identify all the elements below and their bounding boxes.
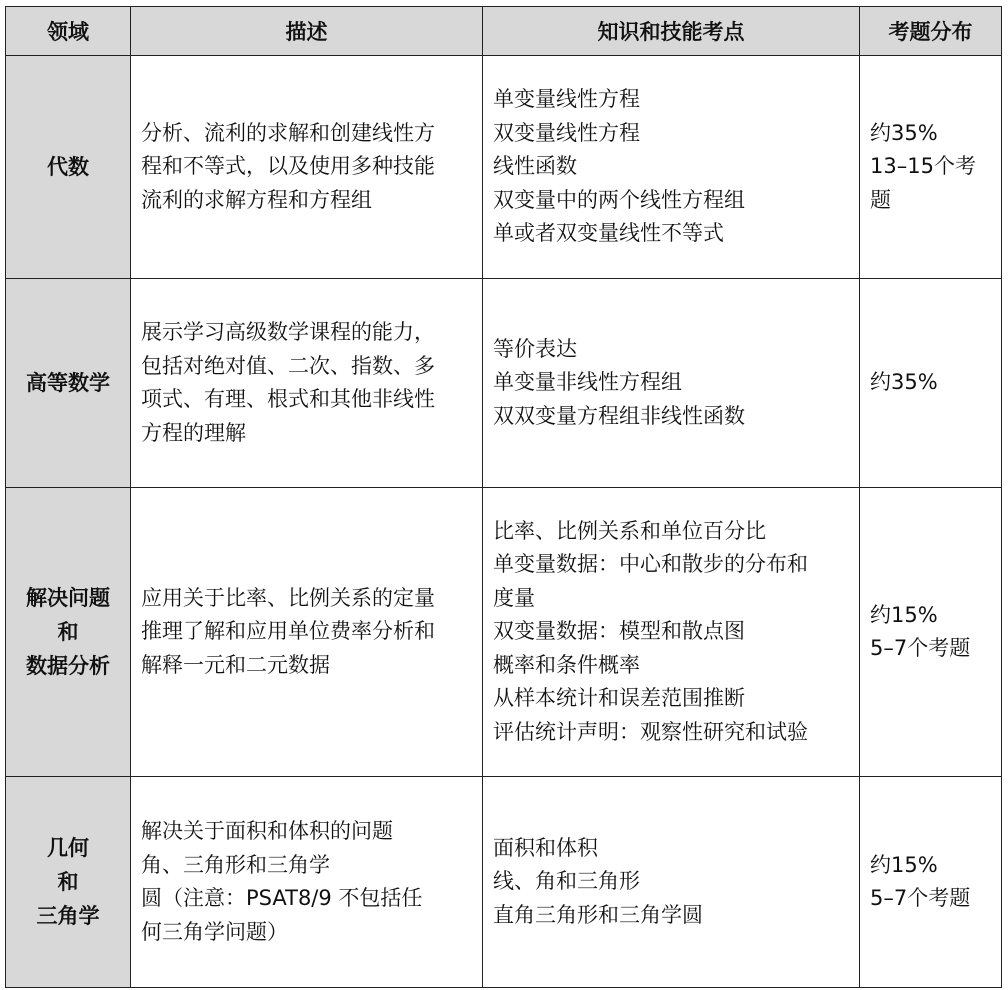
distribution-line: 约15% bbox=[870, 602, 938, 627]
distribution-cell bbox=[860, 279, 1002, 488]
distribution-line: 13–15个考 bbox=[870, 154, 976, 179]
table-row bbox=[6, 777, 1002, 988]
skills-cell bbox=[483, 777, 860, 988]
header-skills: 知识和技能考点 bbox=[483, 7, 860, 56]
skill-item: 双变量数据：模型和散点图 bbox=[493, 619, 745, 644]
domain-label: 高等数学 bbox=[26, 371, 110, 395]
description-line: 解决关于面积和体积的问题 bbox=[141, 819, 393, 843]
header-row bbox=[6, 7, 1002, 56]
skill-item: 线、角和三角形 bbox=[493, 869, 640, 894]
table-row bbox=[6, 488, 1002, 777]
skill-item: 单变量线性方程 bbox=[493, 87, 640, 112]
distribution-line: 题 bbox=[870, 187, 891, 212]
skill-item: 单变量数据：中心和散步的分布和 bbox=[493, 552, 808, 577]
skills-cell bbox=[483, 56, 860, 279]
table-row bbox=[6, 56, 1002, 279]
skill-item: 概率和条件概率 bbox=[493, 652, 640, 677]
skill-item: 线性函数 bbox=[493, 154, 577, 179]
description-line: 项式、有理、根式和其他非线性 bbox=[141, 387, 435, 411]
domain-label: 和 bbox=[57, 870, 79, 894]
description-line: 圆（注意：PSAT8/9 不包括任 bbox=[141, 886, 423, 910]
skill-item: 直角三角形和三角学圆 bbox=[493, 902, 703, 927]
skill-item: 单变量非线性方程组 bbox=[493, 370, 682, 395]
exam-content-table bbox=[5, 6, 1002, 988]
domain-label: 三角学 bbox=[36, 904, 100, 928]
skill-item: 单或者双变量线性不等式 bbox=[493, 221, 724, 246]
description-cell bbox=[131, 488, 483, 777]
distribution-line: 5–7个考题 bbox=[870, 886, 971, 910]
distribution-cell bbox=[860, 56, 1002, 279]
skill-item: 面积和体积 bbox=[493, 835, 598, 860]
skill-item: 比率、比例关系和单位百分比 bbox=[493, 518, 766, 543]
description-line: 分析、流利的求解和创建线性方 bbox=[141, 120, 435, 145]
description-line: 何三角学问题） bbox=[141, 919, 288, 944]
header-distribution: 考题分布 bbox=[860, 7, 1002, 56]
description-cell bbox=[131, 279, 483, 488]
domain-label: 和 bbox=[57, 620, 79, 644]
description-line: 流利的求解方程和方程组 bbox=[141, 187, 372, 212]
header-domain: 领域 bbox=[6, 7, 131, 56]
domain-label: 解决问题 bbox=[26, 586, 110, 610]
description-line: 角、三角形和三角学 bbox=[141, 852, 330, 877]
skill-item: 等价表达 bbox=[493, 336, 577, 361]
skills-cell bbox=[483, 488, 860, 777]
distribution-line: 约15% bbox=[870, 852, 938, 877]
distribution-line: 5–7个考题 bbox=[870, 636, 971, 660]
description-line: 解释一元和二元数据 bbox=[141, 652, 330, 677]
distribution-cell bbox=[860, 488, 1002, 777]
description-line: 方程的理解 bbox=[141, 420, 246, 445]
skill-item: 双双变量方程组非线性函数 bbox=[493, 403, 745, 428]
domain-label: 代数 bbox=[47, 155, 89, 179]
distribution-cell bbox=[860, 777, 1002, 988]
domain-label: 数据分析 bbox=[26, 654, 110, 678]
description-line: 包括对绝对值、二次、指数、多 bbox=[141, 353, 435, 378]
description-cell bbox=[131, 777, 483, 988]
skill-item: 双变量线性方程 bbox=[493, 120, 640, 145]
description-line: 程和不等式，以及使用多种技能 bbox=[141, 154, 435, 179]
description-line: 推理了解和应用单位费率分析和 bbox=[141, 619, 435, 644]
skill-item: 评估统计声明：观察性研究和试验 bbox=[493, 719, 808, 744]
distribution-line: 约35% bbox=[870, 120, 938, 145]
skill-item: 从样本统计和误差范围推断 bbox=[493, 686, 745, 711]
description-line: 展示学习高级数学课程的能力， bbox=[141, 320, 435, 344]
description-line: 应用关于比率、比例关系的定量 bbox=[141, 585, 435, 610]
domain-cell bbox=[6, 777, 131, 988]
skills-cell bbox=[483, 279, 860, 488]
domain-cell bbox=[6, 279, 131, 488]
domain-cell bbox=[6, 56, 131, 279]
skill-item: 双变量中的两个线性方程组 bbox=[493, 187, 745, 212]
header-description: 描述 bbox=[131, 7, 483, 56]
domain-cell bbox=[6, 488, 131, 777]
skill-item: 度量 bbox=[493, 585, 535, 610]
domain-label: 几何 bbox=[47, 836, 89, 860]
table-row bbox=[6, 279, 1002, 488]
description-cell bbox=[131, 56, 483, 279]
distribution-line: 约35% bbox=[870, 370, 938, 395]
